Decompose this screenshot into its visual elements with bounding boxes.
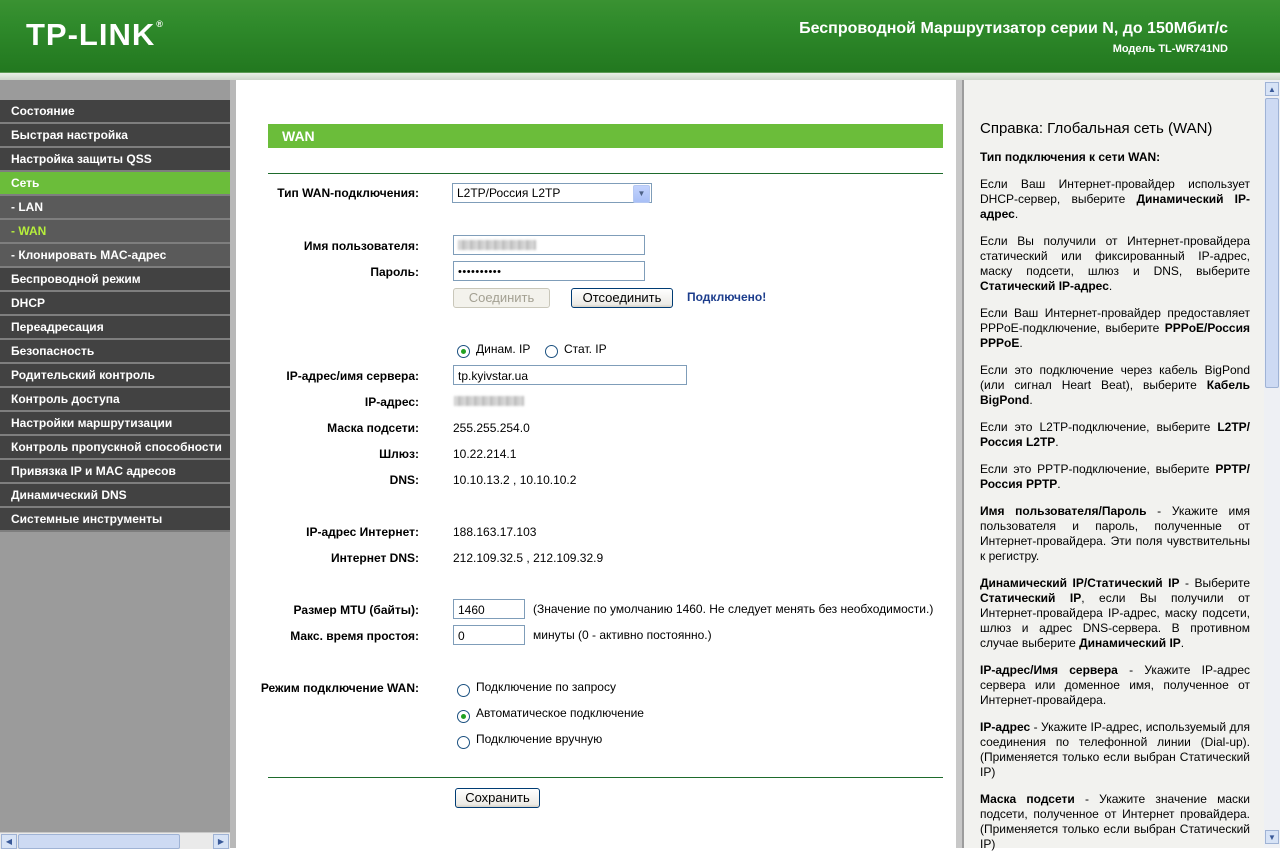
disconnect-button[interactable]: Отсоединить — [571, 288, 673, 308]
dns-label: DNS: — [389, 473, 419, 487]
internet-dns-value: 212.109.32.5 , 212.109.32.9 — [453, 551, 604, 565]
product-title: Беспроводной Маршрутизатор серии N, до 150Мбит/с — [799, 20, 1228, 37]
sidebar-menu — [0, 100, 230, 532]
top-divider — [268, 173, 943, 174]
help-paragraph: Если это PPTP-подключение, выберите PPTP/Россия PPTP. — [980, 462, 1250, 491]
mtu-label: Размер MTU (байты): — [293, 603, 419, 617]
subnet-mask-label: Маска подсети: — [327, 421, 419, 435]
auto-connect-label: Автоматическое подключение — [476, 706, 644, 720]
mtu-input[interactable]: 1460 — [453, 599, 525, 619]
wan-mode-label: Режим подключение WAN: — [260, 681, 419, 695]
sidebar-item-security[interactable]: Безопасность — [0, 340, 230, 364]
help-paragraph: Если Ваш Интернет-провайдер использует DHCP-сервер, выберите Динамический IP-адрес. — [980, 177, 1251, 221]
sidebar — [0, 80, 236, 848]
subnet-mask-value: 255.255.254.0 — [453, 421, 530, 435]
scroll-down-icon[interactable]: ▼ — [1265, 830, 1279, 844]
manual-connect-label: Подключение вручную — [476, 732, 603, 746]
wan-type-select[interactable] — [452, 183, 652, 203]
sidebar-item-dhcp[interactable]: DHCP — [0, 292, 230, 316]
on-demand-label: Подключение по запросу — [476, 680, 616, 694]
help-paragraph: Маска подсети - Укажите значение маски подсети, полученное от Интернет провайдера. (Применяется только если выбран Статический IP) — [980, 792, 1250, 851]
scroll-right-icon[interactable]: ▶ — [213, 834, 229, 849]
auto-connect-radio[interactable] — [457, 710, 470, 723]
sidebar-horizontal-scrollbar[interactable] — [0, 832, 230, 849]
sidebar-item-wireless[interactable]: Беспроводной режим — [0, 268, 230, 292]
sidebar-item-access-control[interactable]: Контроль доступа — [0, 388, 230, 412]
main-panel — [236, 80, 962, 848]
static-ip-radio[interactable] — [545, 345, 558, 358]
header-banner — [0, 0, 1280, 72]
sidebar-item-mac-clone[interactable]: - Клонировать MAC-адрес — [0, 244, 230, 268]
dynamic-ip-label: Динам. IP — [476, 342, 531, 356]
help-paragraph: Имя пользователя/Пароль - Укажите имя пользователя и пароль, полученные от Интернет-провайдера. Эти поля чувствительны к регистру. — [980, 504, 1250, 563]
help-paragraph: Если это L2TP-подключение, выберите L2TP/Россия L2TP. — [980, 420, 1250, 449]
connection-status: Подключено! — [687, 290, 767, 304]
help-paragraph: IP-адрес/Имя сервера - Укажите IP-адрес сервера или доменное имя, полученное от Интернет-провайдера. — [980, 663, 1250, 707]
idle-time-hint: минуты (0 - активно постоянно.) — [533, 628, 712, 642]
sidebar-item-qss[interactable]: Настройка защиты QSS — [0, 148, 230, 172]
connect-button[interactable]: Соединить — [453, 288, 550, 308]
sidebar-item-parental-control[interactable]: Родительский контроль — [0, 364, 230, 388]
username-label: Имя пользователя: — [303, 239, 419, 253]
internet-ip-value: 188.163.17.103 — [453, 525, 537, 539]
gateway-value: 10.22.214.1 — [453, 447, 517, 461]
help-paragraph: Если это подключение через кабель BigPond (или сигнал Heart Beat), выберите Кабель BigPond. — [980, 363, 1250, 407]
scrollbar-thumb[interactable] — [18, 834, 180, 849]
help-vertical-scrollbar[interactable] — [1264, 80, 1280, 848]
sidebar-item-bandwidth-control[interactable]: Контроль пропускной способности — [0, 436, 230, 460]
help-subtitle: Тип подключения к сети WAN: — [980, 150, 1161, 164]
sidebar-item-ddns[interactable]: Динамический DNS — [0, 484, 230, 508]
wan-type-selected: L2TP/Россия L2TP — [457, 186, 561, 200]
sidebar-item-system-tools[interactable]: Системные инструменты — [0, 508, 230, 532]
dns-value: 10.10.13.2 , 10.10.10.2 — [453, 473, 577, 487]
chevron-down-icon[interactable]: ▼ — [633, 185, 650, 203]
sidebar-item-network[interactable]: Сеть — [0, 172, 230, 196]
ip-address-label: IP-адрес: — [364, 395, 419, 409]
help-paragraph: IP-адрес - Укажите IP-адрес, используемый для соединения по телефонной линии (Dial-up). (Применяется только если выбран Статический IP) — [980, 720, 1250, 779]
bottom-divider — [268, 777, 943, 778]
password-input[interactable]: •••••••••• — [453, 261, 645, 281]
server-label: IP-адрес/имя сервера: — [286, 369, 419, 383]
help-paragraph: Динамический IP/Статический IP - Выберите Статический IP, если Вы получили от Интернет-провайдера IP-адрес, маску подсети, шлюз и адрес DNS-сервера. В противном случае выберите Динамический IP. — [980, 576, 1250, 650]
model-name: Модель TL-WR741ND — [1112, 43, 1228, 55]
help-title: Справка: Глобальная сеть (WAN) — [980, 120, 1213, 137]
ip-address-redacted — [454, 396, 524, 406]
idle-time-input[interactable]: 0 — [453, 625, 525, 645]
password-label: Пароль: — [370, 265, 419, 279]
scroll-left-icon[interactable]: ◀ — [1, 834, 17, 849]
gateway-label: Шлюз: — [379, 447, 419, 461]
sidebar-item-quick-setup[interactable]: Быстрая настройка — [0, 124, 230, 148]
wan-type-label: Тип WAN-подключения: — [277, 186, 419, 200]
sidebar-item-wan[interactable]: - WAN — [0, 220, 230, 244]
dynamic-ip-radio[interactable] — [457, 345, 470, 358]
help-body — [980, 150, 1250, 864]
sidebar-item-routing[interactable]: Настройки маршрутизации — [0, 412, 230, 436]
help-panel — [962, 80, 1264, 851]
tp-link-logo: TP-LINK® — [26, 17, 164, 52]
scroll-up-icon[interactable]: ▲ — [1265, 82, 1279, 96]
help-paragraph: Если Вы получили от Интернет-провайдера статический или фиксированный IP-адрес, маску подсети, шлюз и DNS, выберите Статический IP-адрес. — [980, 234, 1250, 293]
static-ip-label: Стат. IP — [564, 342, 607, 356]
sidebar-item-forwarding[interactable]: Переадресация — [0, 316, 230, 340]
username-redacted — [458, 240, 536, 250]
section-title: WAN — [282, 128, 315, 144]
sidebar-item-status[interactable]: Состояние — [0, 100, 230, 124]
section-title-bar — [268, 124, 943, 148]
help-paragraph: Если Ваш Интернет-провайдер предоставляет PPPoE-подключение, выберите PPPoE/Россия PPPoE. — [980, 306, 1250, 350]
idle-time-label: Макс. время простоя: — [290, 629, 419, 643]
save-button[interactable]: Сохранить — [455, 788, 540, 808]
server-input[interactable]: tp.kyivstar.ua — [453, 365, 687, 385]
sidebar-item-ip-mac-binding[interactable]: Привязка IP и MAC адресов — [0, 460, 230, 484]
internet-dns-label: Интернет DNS: — [330, 551, 419, 565]
mtu-hint: (Значение по умолчанию 1460. Не следует менять без необходимости.) — [533, 602, 934, 616]
internet-ip-label: IP-адрес Интернет: — [306, 525, 419, 539]
manual-connect-radio[interactable] — [457, 736, 470, 749]
on-demand-radio[interactable] — [457, 684, 470, 697]
username-input[interactable] — [453, 235, 645, 255]
sidebar-item-lan[interactable]: - LAN — [0, 196, 230, 220]
scrollbar-thumb[interactable] — [1265, 98, 1279, 388]
